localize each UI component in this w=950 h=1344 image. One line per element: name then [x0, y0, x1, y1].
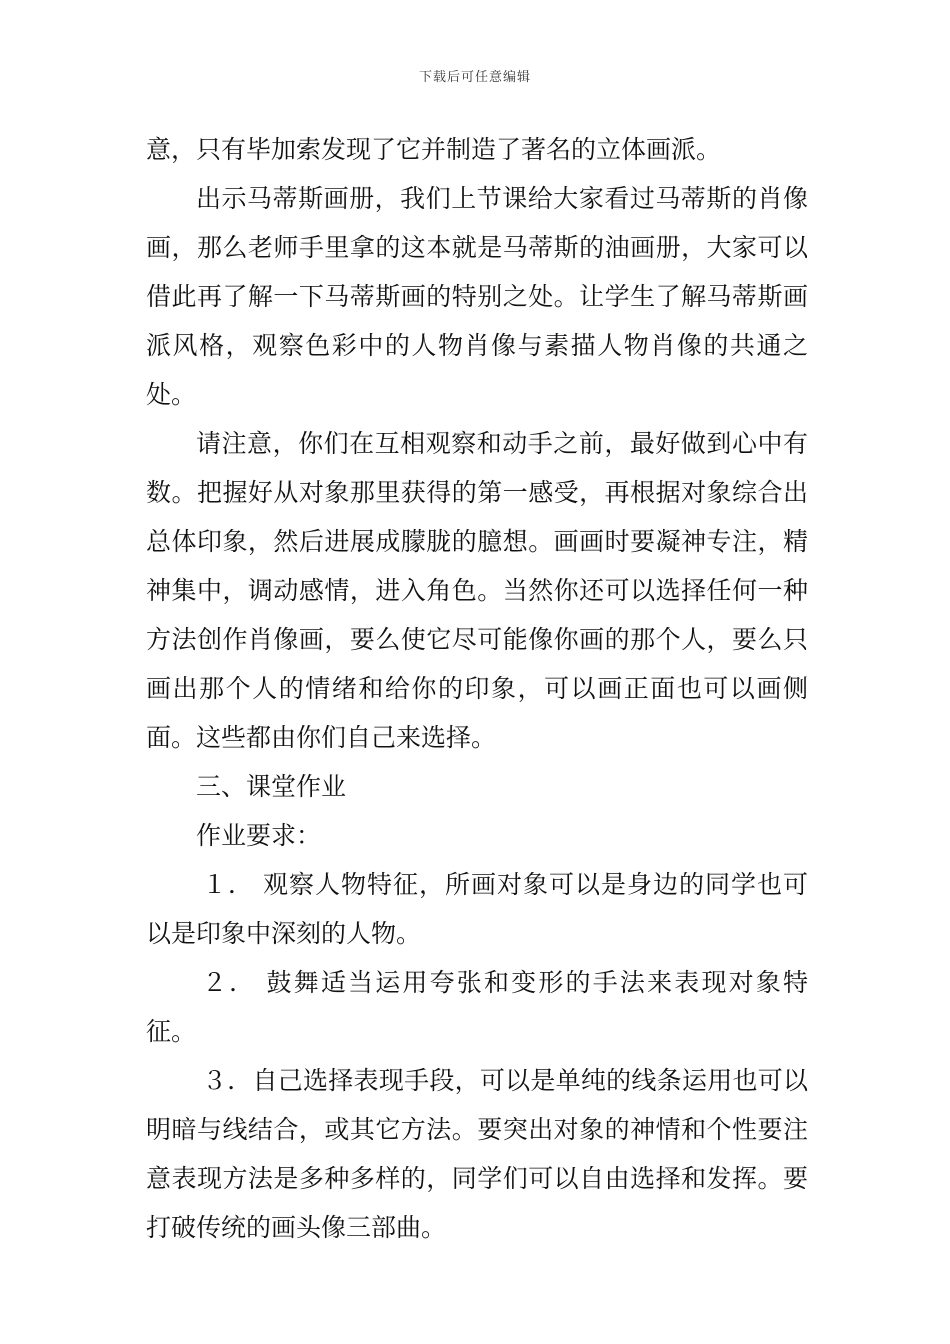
page-header: 下载后可任意编辑 — [418, 70, 531, 85]
paragraph-continuation: 意，只有毕加索发现了它并制造了著名的立体画派。 — [146, 135, 722, 164]
paragraph-attention: 请注意，你们在互相观察和动手之前，最好做到心中有数。把握好从对象那里获得的第一感受，再根据对象综合出总体印象，然后进展成朦胧的臆想。画画时要凝神专注，精神集中，调动感情，进入角色。当然你还可以选择任何一种方法创作肖像画，要么使它尽可能像你画的那个人，要么只画出那个人的情绪和给你的印象，可以画正面也可以画侧面。这些都由你们自己来选择。 — [146, 429, 808, 752]
homework-requirements-label: 作业要求： — [196, 821, 322, 850]
requirement-item-2: ２． 鼓舞适当运用夸张和变形的手法来表现对象特征。 — [146, 968, 808, 1046]
requirement-item-1: １． 观察人物特征，所画对象可以是身边的同学也可以是印象中深刻的人物。 — [146, 870, 808, 948]
section-heading-homework: 三、课堂作业 — [196, 772, 347, 801]
requirement-item-3: ３．自己选择表现手段，可以是单纯的线条运用也可以明暗与线结合，或其它方法。要突出对象的神情和个性要注意表现方法是多种多样的，同学们可以自由选择和发挥。要打破传统的画头像三部曲。 — [146, 1066, 808, 1242]
paragraph-matisse: 出示马蒂斯画册，我们上节课给大家看过马蒂斯的肖像画，那么老师手里拿的这本就是马蒂斯的油画册，大家可以借此再了解一下马蒂斯画的特别之处。让学生了解马蒂斯画派风格，观察色彩中的人物肖像与素描人物肖像的共通之处。 — [146, 184, 808, 409]
document-body — [146, 125, 808, 1252]
